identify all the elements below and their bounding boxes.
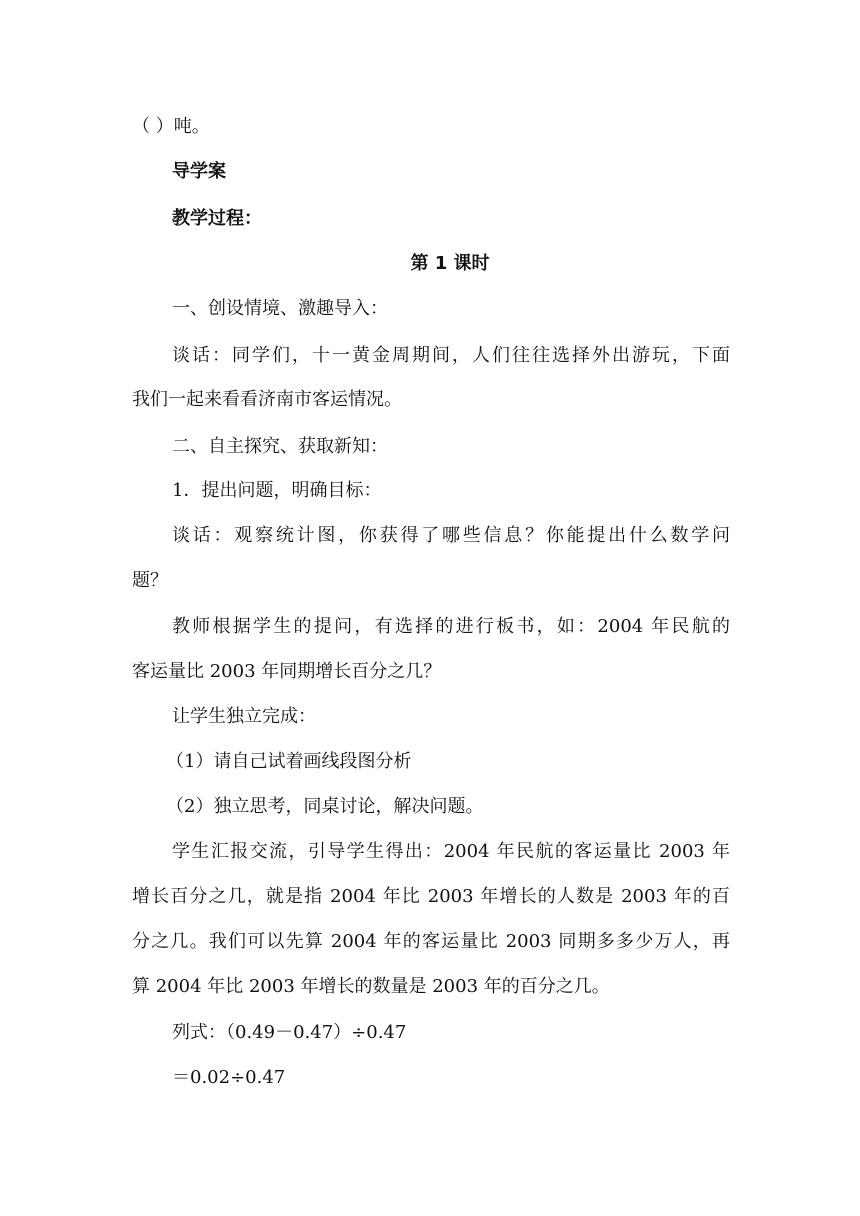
paragraph-line: 增长百分之几，就是指 2004 年比 2003 年增长的人数是 2003 年的百 [132, 886, 730, 907]
paragraph-line: 分之几。我们可以先算 2004 年的客运量比 2003 同期多多少万人，再 [132, 931, 730, 952]
section-heading-guide: 导学案 [172, 161, 226, 182]
lesson-title: 第 1 课时 [410, 253, 490, 274]
list-item: （2）独立思考，同桌讨论，解决问题。 [166, 796, 484, 817]
paragraph-line: 我们一起来看看济南市客运情况。 [132, 389, 402, 410]
paragraph-line: 算 2004 年比 2003 年增长的数量是 2003 年的百分之几。 [132, 976, 610, 997]
paragraph-line: 题？ [132, 570, 168, 591]
equation-line: ＝0.02÷0.47 [172, 1067, 286, 1088]
list-item: （1）请自己试着画线段图分析 [166, 751, 412, 772]
sub-heading-1: 1．提出问题，明确目标： [172, 480, 382, 501]
paragraph-line: 谈话：同学们，十一黄金周期间，人们往往选择外出游玩，下面 [172, 345, 730, 366]
step-heading-1: 一、创设情境、激趣导入： [172, 298, 388, 319]
paragraph-line: 教师根据学生的提问，有选择的进行板书，如：2004 年民航的 [172, 616, 730, 637]
equation-line: 列式：（0.49－0.47）÷0.47 [172, 1022, 407, 1043]
section-heading-process: 教学过程： [172, 208, 262, 229]
answer-blank-line: （ ）吨。 [132, 116, 210, 137]
step-heading-2: 二、自主探究、获取新知： [172, 436, 388, 457]
paragraph-line: 学生汇报交流，引导学生得出：2004 年民航的客运量比 2003 年 [172, 841, 730, 862]
paragraph-line: 客运量比 2003 年同期增长百分之几？ [132, 661, 442, 682]
paragraph-line: 让学生独立完成： [172, 706, 316, 727]
paragraph-line: 谈话：观察统计图，你获得了哪些信息？你能提出什么数学问 [172, 525, 730, 546]
